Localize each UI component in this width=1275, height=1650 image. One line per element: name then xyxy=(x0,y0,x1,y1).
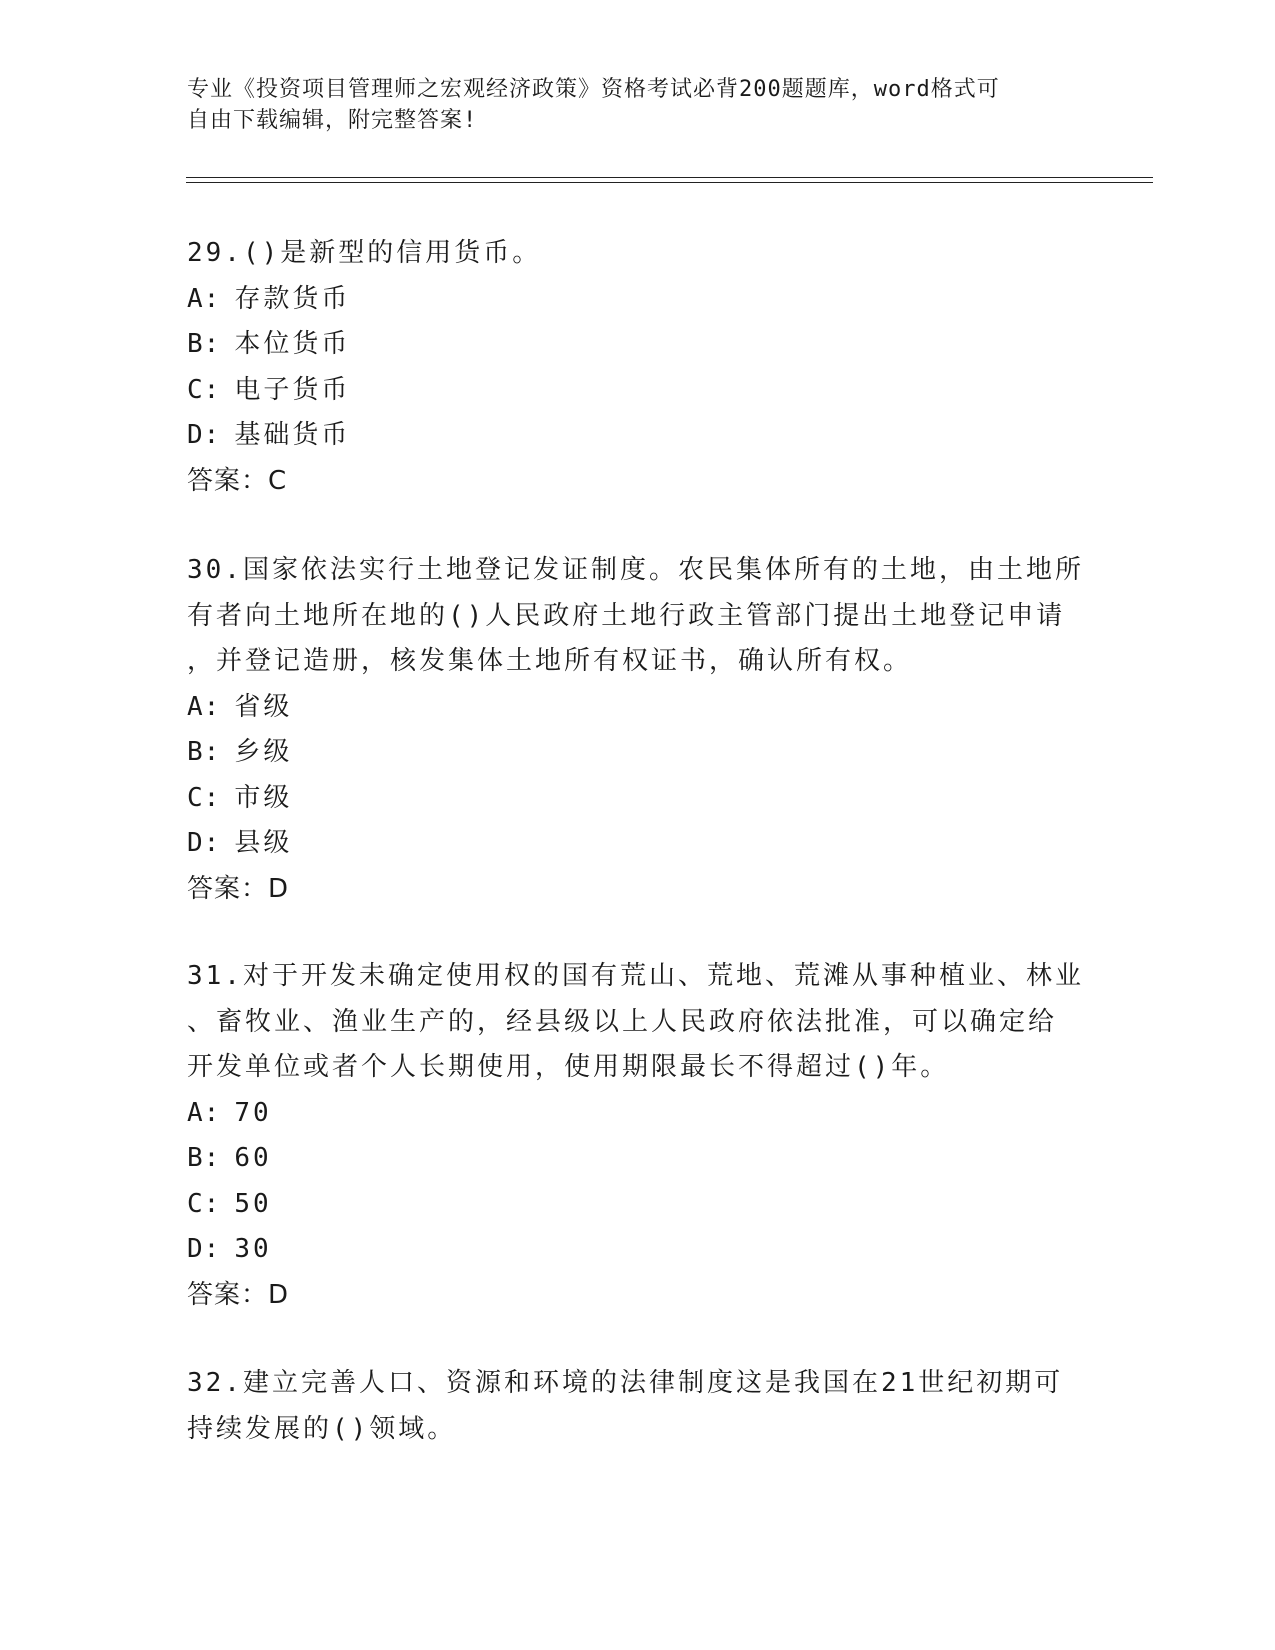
option-text: 县级 xyxy=(234,828,293,858)
option-letter: A: xyxy=(187,691,221,722)
header-line-1: 专业《投资项目管理师之宏观经济政策》资格考试必背200题题库，word格式可 xyxy=(187,77,1000,102)
option-text: 省级 xyxy=(234,691,293,722)
option-text: 市级 xyxy=(234,782,293,813)
option-a xyxy=(187,685,1087,731)
option-text: 60 xyxy=(234,1143,272,1173)
document-header xyxy=(187,74,1067,136)
option-c xyxy=(187,776,1087,822)
option-text: 乡级 xyxy=(234,737,293,767)
question-text: 29.()是新型的信用货币。 xyxy=(187,238,542,268)
option-d xyxy=(187,413,1087,459)
option-text: 30 xyxy=(234,1234,272,1264)
option-text: 电子货币 xyxy=(234,374,351,405)
option-letter: C: xyxy=(187,1188,221,1219)
option-text: 50 xyxy=(234,1188,272,1219)
question-text: 开发单位或者个人长期使用，使用期限最长不得超过()年。 xyxy=(187,1052,950,1082)
option-letter: D: xyxy=(187,1234,221,1264)
option-b xyxy=(187,322,1087,368)
option-d xyxy=(187,1227,1087,1273)
option-text: 基础货币 xyxy=(234,420,351,450)
answer-line: 答案：D xyxy=(187,873,290,904)
question-32 xyxy=(187,1361,1087,1452)
question-text: 30.国家依法实行土地登记发证制度。农民集体所有的土地，由土地所 xyxy=(187,555,1084,585)
option-letter: C: xyxy=(187,374,221,405)
option-b xyxy=(187,1136,1087,1182)
question-text: ，并登记造册，核发集体土地所有权证书，确认所有权。 xyxy=(187,646,913,676)
option-letter: D: xyxy=(187,420,221,450)
option-text: 存款货币 xyxy=(234,283,351,314)
option-text: 70 xyxy=(234,1097,272,1128)
option-letter: D: xyxy=(187,828,221,858)
answer-line: 答案：D xyxy=(187,1279,290,1310)
option-c xyxy=(187,1182,1087,1228)
option-letter: B: xyxy=(187,329,221,359)
option-a xyxy=(187,1091,1087,1137)
option-d xyxy=(187,821,1087,867)
header-line-2: 自由下载编辑，附完整答案! xyxy=(187,108,478,133)
answer-line: 答案：C xyxy=(187,465,288,496)
option-text: 本位货币 xyxy=(234,329,351,359)
option-a xyxy=(187,277,1087,323)
question-text: 持续发展的()领域。 xyxy=(187,1413,457,1444)
question-text: 32.建立完善人口、资源和环境的法律制度这是我国在21世纪初期可 xyxy=(187,1368,1064,1398)
option-letter: B: xyxy=(187,737,221,767)
option-letter: B: xyxy=(187,1143,221,1173)
option-letter: A: xyxy=(187,1097,221,1128)
option-b xyxy=(187,730,1087,776)
option-c xyxy=(187,368,1087,414)
option-letter: C: xyxy=(187,782,221,813)
question-text: 、畜牧业、渔业生产的，经县级以上人民政府依法批准，可以确定给 xyxy=(187,1006,1058,1037)
option-letter: A: xyxy=(187,283,221,314)
header-divider-top xyxy=(186,177,1153,178)
question-31 xyxy=(187,954,1087,1318)
question-text: 有者向土地所在地的()人民政府土地行政主管部门提出土地登记申请 xyxy=(187,600,1066,631)
question-text: 31.对于开发未确定使用权的国有荒山、荒地、荒滩从事种植业、林业 xyxy=(187,961,1084,991)
question-30 xyxy=(187,548,1087,912)
header-divider-bottom xyxy=(186,182,1153,183)
question-29 xyxy=(187,231,1087,504)
